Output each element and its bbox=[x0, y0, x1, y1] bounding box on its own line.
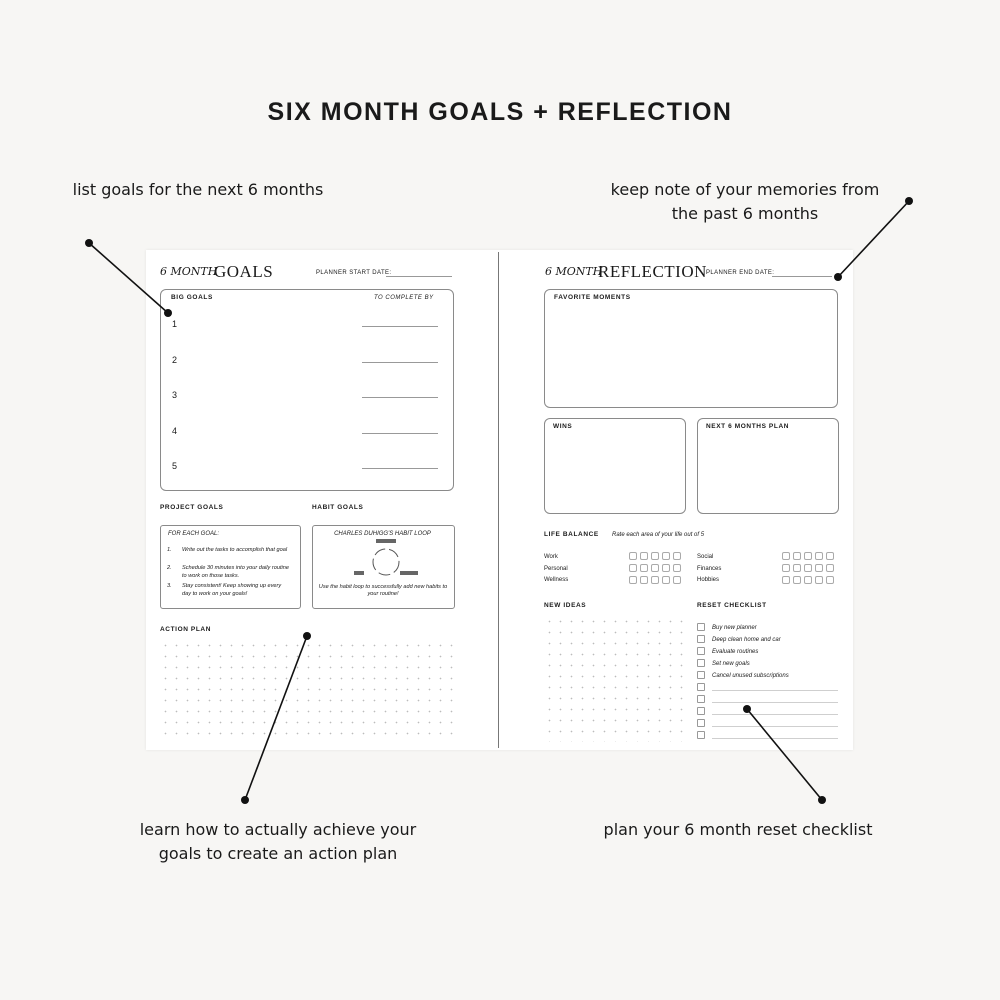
wins-label: WINS bbox=[553, 423, 573, 430]
leader-dot bbox=[743, 705, 751, 713]
reset-item-5: Cancel unused subscriptions bbox=[712, 673, 789, 679]
goals-heading: GOALS bbox=[214, 262, 274, 281]
to-complete-label: TO COMPLETE BY bbox=[374, 295, 434, 301]
life-balance-hint: Rate each area of your life out of 5 bbox=[612, 532, 705, 538]
reset-item-3: Evaluate routines bbox=[712, 649, 759, 655]
balance-label-personal: Personal bbox=[544, 566, 568, 572]
favorite-moments-label: FAVORITE MOMENTS bbox=[554, 294, 631, 301]
start-date-label: PLANNER START DATE: bbox=[316, 270, 392, 276]
leader-dot bbox=[85, 239, 93, 247]
leader-dot bbox=[164, 309, 172, 317]
leader-dot bbox=[905, 197, 913, 205]
goal-number-5: 5 bbox=[172, 461, 178, 471]
annotation-top-left: list goals for the next 6 months bbox=[72, 180, 324, 199]
next-plan-label: NEXT 6 MONTHS PLAN bbox=[706, 423, 790, 430]
for-each-goal-label: FOR EACH GOAL: bbox=[168, 531, 220, 537]
step-text-2: Schedule 30 minutes into your daily routine to work on those tasks. bbox=[182, 565, 289, 579]
reset-item-4: Set new goals bbox=[712, 661, 750, 667]
habit-goals-label: HABIT GOALS bbox=[312, 504, 364, 511]
big-goals-label: BIG GOALS bbox=[171, 294, 213, 301]
balance-label-hobbies: Hobbies bbox=[697, 577, 720, 583]
reset-item-1: Buy new planner bbox=[712, 625, 757, 631]
project-goals-label: PROJECT GOALS bbox=[160, 504, 224, 511]
goal-number-3: 3 bbox=[172, 390, 178, 400]
step-number-1: 1. bbox=[167, 547, 172, 553]
goals-heading-script: 6 MONTH bbox=[160, 265, 218, 278]
step-text-3: Stay consistent! Keep showing up every day to work on your goals! bbox=[182, 583, 282, 597]
annotation-top-right-line2: the past 6 months bbox=[671, 204, 819, 223]
leader-line-top-right bbox=[838, 201, 909, 277]
leader-dot bbox=[818, 796, 826, 804]
life-balance-label: LIFE BALANCE bbox=[544, 531, 599, 538]
goal-number-1: 1 bbox=[172, 319, 178, 329]
step-text-1: Write out the tasks to accomplish that goal bbox=[182, 547, 288, 553]
end-date-label: PLANNER END DATE: bbox=[706, 270, 775, 276]
leader-line-bottom-right bbox=[747, 709, 822, 800]
annotation-bottom-right: plan your 6 month reset checklist bbox=[603, 820, 873, 839]
balance-label-finances: Finances bbox=[697, 566, 722, 572]
leader-line-top-left bbox=[89, 243, 168, 313]
step-number-3: 3. bbox=[167, 583, 172, 589]
leader-dot bbox=[303, 632, 311, 640]
action-plan-label: ACTION PLAN bbox=[160, 626, 212, 633]
leader-dot bbox=[241, 796, 249, 804]
step-number-2: 2. bbox=[167, 565, 172, 571]
reset-item-2: Deep clean home and car bbox=[712, 637, 781, 643]
page-title: SIX MONTH GOALS + REFLECTION bbox=[267, 98, 733, 126]
goal-number-2: 2 bbox=[172, 355, 178, 365]
habit-loop-caption: Use the habit loop to successfully add new habits to your routine! bbox=[318, 584, 448, 597]
habit-loop-title: CHARLES DUHIGG'S HABIT LOOP bbox=[334, 531, 431, 537]
leader-line-bottom-left bbox=[245, 636, 307, 800]
annotation-bottom-left-line1: learn how to actually achieve your bbox=[139, 820, 417, 839]
reset-checklist-label: RESET CHECKLIST bbox=[697, 602, 767, 609]
leader-dot bbox=[834, 273, 842, 281]
balance-label-work: Work bbox=[544, 554, 558, 560]
annotation-bottom-left-line2: goals to create an action plan bbox=[158, 844, 398, 863]
balance-label-wellness: Wellness bbox=[544, 577, 569, 583]
annotation-top-right-line1: keep note of your memories from bbox=[610, 180, 880, 199]
reflection-heading-script: 6 MONTH bbox=[545, 265, 603, 278]
goal-number-4: 4 bbox=[172, 426, 178, 436]
reflection-heading: REFLECTION bbox=[598, 262, 707, 281]
new-ideas-label: NEW IDEAS bbox=[544, 602, 587, 609]
balance-label-social: Social bbox=[697, 554, 714, 560]
